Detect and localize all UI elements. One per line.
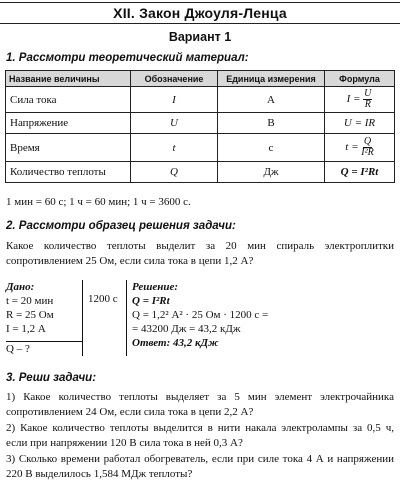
variant-title: Вариант 1 bbox=[168, 30, 232, 44]
quantity-unit: В bbox=[218, 113, 325, 134]
col-header-symbol: Обозначение bbox=[131, 71, 218, 87]
table-row bbox=[6, 134, 395, 162]
given-label: Дано: bbox=[6, 281, 35, 293]
quantity-symbol: t bbox=[131, 134, 218, 162]
time-conversion: 1 мин = 60 с; 1 ч = 60 мин; 1 ч = 3600 с. bbox=[6, 196, 191, 208]
page-title: XII. Закон Джоуля-Ленца bbox=[113, 5, 287, 21]
col-header-name: Название величины bbox=[6, 71, 131, 87]
quantity-symbol: Q bbox=[131, 162, 218, 183]
quantity-symbol: I bbox=[131, 87, 218, 113]
fraction-denominator: R bbox=[364, 99, 371, 110]
quantity-name: Количество теплоты bbox=[6, 162, 131, 183]
task-3: 3) Сколько времени работал обогреватель, если при силе тока 4 А и напряжении 220 В выделилось 1,584 МДж теплоты? bbox=[6, 453, 394, 480]
table-row bbox=[6, 162, 395, 183]
solution-line: Q = 1,2² А² · 25 Ом · 1200 с = bbox=[132, 309, 269, 321]
quantity-unit: А bbox=[218, 87, 325, 113]
header-bar bbox=[0, 2, 400, 24]
solution-label: Решение: bbox=[132, 281, 179, 293]
solution-answer: Ответ: 43,2 кДж bbox=[132, 337, 219, 349]
quantity-formula bbox=[325, 134, 395, 162]
col-header-formula: Формула bbox=[325, 71, 395, 87]
find-divider bbox=[6, 341, 82, 342]
formula-lhs: t = bbox=[345, 141, 359, 154]
fraction-denominator: I²R bbox=[361, 147, 374, 158]
given-item: I = 1,2 А bbox=[6, 323, 46, 335]
section1-title: 1. Рассмотри теоретический материал: bbox=[6, 52, 249, 64]
solution-divider bbox=[126, 280, 127, 356]
quantity-name: Сила тока bbox=[6, 87, 131, 113]
section3-title: 3. Реши задачи: bbox=[6, 372, 97, 384]
solution-line: Q = I²Rt bbox=[132, 295, 170, 307]
fraction-numerator: Q bbox=[363, 136, 372, 147]
formula-fraction bbox=[361, 137, 373, 158]
find-item: Q – ? bbox=[6, 343, 30, 355]
given-item: t = 20 мин bbox=[6, 295, 54, 307]
given-block bbox=[6, 280, 84, 356]
col-header-unit: Единица измерения bbox=[218, 71, 325, 87]
given-item: R = 25 Ом bbox=[6, 309, 54, 321]
quantity-unit: Дж bbox=[218, 162, 325, 183]
table-row bbox=[6, 87, 395, 113]
formula-lhs: I = bbox=[346, 93, 361, 106]
quantity-formula bbox=[325, 87, 395, 113]
task-1: 1) Какое количество теплоты выделяет за 5 мин элемент электрочайника сопротивлением 24 Ом, если сила тока в цепи 2,2 А? bbox=[6, 391, 394, 418]
quantity-formula: Q = I²Rt bbox=[325, 162, 395, 183]
solution-block bbox=[132, 280, 394, 350]
solution-line: = 43200 Дж = 43,2 кДж bbox=[132, 323, 241, 335]
quantity-unit: с bbox=[218, 134, 325, 162]
task-2: 2) Какое количество теплоты выделится в нити накала электролампы за 0,5 ч, если при напряжении 120 В сила тока в ней 0,3 А? bbox=[6, 422, 394, 449]
quantity-formula: U = IR bbox=[325, 113, 395, 134]
theory-table bbox=[5, 70, 395, 183]
section2-title: 2. Рассмотри образец решения задачи: bbox=[6, 220, 236, 232]
theory-table-header-row bbox=[6, 71, 395, 87]
quantity-name: Напряжение bbox=[6, 113, 131, 134]
sample-problem-text: Какое количество теплоты выделит за 20 мин спираль электроплитки сопротивлением 25 Ом, если сила тока в цепи 1,2 А? bbox=[6, 240, 394, 267]
quantity-name: Время bbox=[6, 134, 131, 162]
fraction-numerator: U bbox=[364, 88, 372, 99]
formula-fraction bbox=[363, 89, 372, 110]
si-conversion: 1200 с bbox=[88, 293, 118, 305]
table-row bbox=[6, 113, 395, 134]
given-divider bbox=[82, 280, 83, 356]
quantity-symbol: U bbox=[131, 113, 218, 134]
